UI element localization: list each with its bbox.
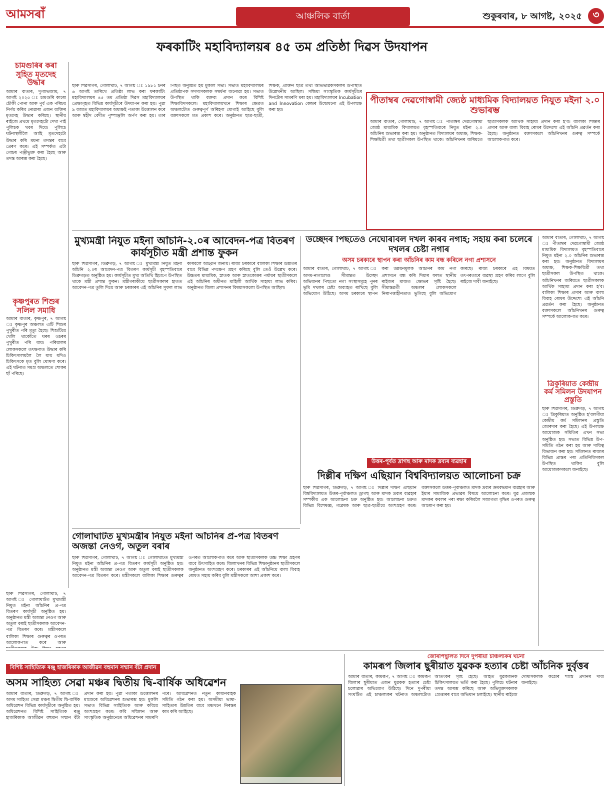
minister-story	[72, 236, 297, 524]
delhi-body: ছাৰু শিৱসাগৰ, ডিব্ৰুগড়, ৭ আগষ্ট ঃ দিল্লীৰ দক্ষিণ এছিয়ান বিশ্ববিদ্যালয়ত উত্তৰ-পূৰ্বাঞ্চলত ড্ৰাগছ আৰু মাদক দ্ৰব্যৰ ব্যৱহাৰ সম্পৰ্কীয় এক আলোচনা চক্ৰ অনুষ্ঠিত হয়। আলোচনা চক্ৰত বিভিন্ন বিশেষজ্ঞ, গৱেষক আৰু ছাত্ৰ-ছাত্ৰীয়ে অংশগ্ৰহণ কৰে। বক্তাসকলে উত্তৰ-পূৰ্বাঞ্চলত মাদক দ্ৰব্যৰ ক্ৰমবৰ্দ্ধমান ব্যৱহাৰ আৰু ইয়াৰ সামাজিক প্ৰভাৱৰ বিষয়ে আলোচনা কৰে। যুৱ প্ৰজন্মক মাদকৰ কবলৰ পৰা ৰক্ষা কৰিবলৈ সজাগতা বৃদ্ধিৰ ওপৰত গুৰুত্ব আৰোপ কৰা হয়।	[303, 485, 535, 509]
trikuria-headline: ত্ৰিকুৰিয়াত কেন্দ্ৰীয় কৰ্ম সমিলন উদযাপন প্ৰস্তুতি	[544, 380, 602, 405]
golaghat-body: ছাৰু শিৱসাগৰ, গোলাঘাট, ৭ আগষ্ট ঃ গোলাঘাটত মুখ্যমন্ত্ৰী নিযুত মইনা আঁচনিৰ প্ৰ-পত্ৰ বিতৰণ কাৰ্যসূচী অনুষ্ঠিত হয়। অনুষ্ঠানত মন্ত্ৰী অজন্তা নেওগ আৰু অতুল বৰাই ছাত্ৰীসকলক আবেদন-পত্ৰ বিতৰণ কৰে। মন্ত্ৰীসকলে বালিকা শিক্ষাৰ গুৰুত্বৰ ওপৰত আলোকপাত কৰে আৰু ছাত্ৰীসকলক উচ্চ শিক্ষা গ্ৰহণৰ বাবে উৎসাহিত কৰে। জিলাখনৰ বিভিন্ন শিক্ষানুষ্ঠানৰ ছাত্ৰীসকলে অনুষ্ঠানত অংশগ্ৰহণ কৰে। চৰকাৰৰ এই আঁচনিয়ে বাল্য বিবাহ ৰোধত সহায় কৰিব বুলি মন্ত্ৰীসকলে আশা প্ৰকাশ কৰে।	[72, 555, 300, 579]
right-strip-text: আমাৰ বাতৰি, গোলাঘাট, ৭ আগষ্ট ঃ পীতাম্বৰ দেৱগোস্বামী জ্যেষ্ঠ মাধ্যমিক বিদ্যালয়ত বৃহস্পতিবাৰে নিযুত মইনা ২.০ আঁচনিৰ শুভাৰম্ভ কৰা হয়। অনুষ্ঠানত বিদ্যালয়ৰ অধ্যক্ষ, শিক্ষক-শিক্ষয়িত্ৰী তথা ছাত্ৰীসকল উপস্থিত থাকে। আঁচনিখনৰ জৰিয়তে ছাত্ৰীসকলক আৰ্থিক সাহায্য প্ৰদান কৰা হ'ব। বালিকা শিক্ষাৰ প্ৰসাৰ আৰু বাল্য বিবাহ ৰোধৰ উদ্দেশ্যে এই আঁচনি প্ৰৱৰ্তন কৰা হৈছে। অনুষ্ঠানত বক্তাসকলে আঁচনিখনৰ গুৰুত্ব সম্পৰ্কে আলোকপাত কৰে।	[542, 236, 604, 321]
publication-date: শুকুৰবাৰ, ৮ আগষ্ট, ২০২৫	[482, 11, 582, 22]
delhi-story	[303, 448, 535, 648]
crime-kicker: জোৰপিছুলিত দিনে দুপৰীয়া চাঞ্চল্যকৰ ঘটনা	[427, 654, 525, 660]
trikuria-body: ছাৰু শিৱসাগৰ, ডিব্ৰুগড়, ৭ আগষ্ট ঃ ত্ৰিকুৰিয়াত অনুষ্ঠিত হ'বলগীয়া কেন্দ্ৰীয় কৰ্ম সমিলনৰ প্ৰস্তুতি জোৰদাৰ কৰা হৈছে। এই উপলক্ষে আয়োজক সমিতিৰ এখন সভা অনুষ্ঠিত হয়। সভাত বিভিন্ন উপ-সমিতি গঠন কৰা হয় আৰু দায়িত্ব বিভাজন কৰা হয়। সমিলনত ৰাজ্যৰ বিভিন্ন প্ৰান্তৰ পৰা প্ৰতিনিধিসকল উপস্থিত থাকিব বুলি আয়োজকসকলে জনাইছে।	[542, 407, 604, 473]
delhi-headline: দিল্লীৰ দক্ষিণ এছিয়ান বিশ্ববিদ্যালয়ত আলোচনা চক্ৰ	[317, 471, 521, 482]
masthead	[6, 6, 604, 28]
eviction-story	[303, 236, 535, 446]
newspaper-logo: আমসৰাঁ	[6, 7, 45, 21]
literature-body: আমাৰ বাতৰি, ডিব্ৰুগড়, ৭ আগষ্ট ঃ অসম সাহিত্য সেৱা মঞ্চৰ দ্বিতীয় দ্বি-বাৰ্ষিক অধিৱেশন বিভিন্ন কাৰ্যসূচীৰে অনুষ্ঠিত হয়। অধিৱেশনত বিশিষ্ট সাহিত্যিক ৰঞ্জু হাজৰিকাক আজীৱন বহুমান সম্মান বঁটা প্ৰদান কৰা হয়। পুৱা পতাকা উত্তোলনৰ মাজেৰে অধিৱেশনৰ শুভাৰম্ভ হয়। মুকলি সভাত বিভিন্ন সাহিত্যিক আৰু কবিয়ে অংশগ্ৰহণ কৰে। কবি সন্মিলন আৰু সাংস্কৃতিক অনুষ্ঠানেৰে অধিৱেশনৰ সামৰণি পৰে। অধিৱেশনত নতুন কাৰ্যনিৰ্বাহক সমিতি গঠন কৰা হয়। অসমীয়া ভাষা-সাহিত্যৰ উন্নতিৰ বাবে মঞ্চখনে নিৰন্তৰ কাম কৰি আহিছে।	[6, 692, 236, 722]
page-number: ৩	[588, 8, 604, 24]
right-top-story	[366, 92, 604, 230]
lead-body: ছাৰু শিৱসাগৰ, গোলাঘাট, ৭ আগষ্ট ঃ ১৯৮১ চনৰ ৬ আগষ্ট তাৰিখে প্ৰতিষ্ঠা লাভ কৰা ফৰকাটিং মহাবিদ্যালয়ৰ ৪৫ তম প্ৰতিষ্ঠা দিৱস মহাবিদ্যালয়ৰ প্ৰেক্ষাগৃহত বিভিন্ন কাৰ্যসূচীৰে উদযাপন কৰা হয়। পুৱা ৯ বজাত মহাবিদ্যালয়ৰ অধ্যক্ষই পতাকা উত্তোলন কৰে আৰু শ্বহীদ বেদীত পুষ্পাঞ্জলি অৰ্পণ কৰা হয়। তাৰ পিছত অনুষ্ঠিত হয় মুকলি সভা। সভাত মহাবিদ্যালয়ৰ প্ৰতিষ্ঠাপক সদস্যসকলক সম্বৰ্ধনা জনোৱা হয়। সভাত উপস্থিত থাকি বক্তব্য প্ৰদান কৰে বিশিষ্ট শিক্ষাবিদসকলে। মহাবিদ্যালয়খনে শিক্ষাৰ ক্ষেত্ৰত অঞ্চলটোত গুৰুত্বপূৰ্ণ অৰিহণা যোগাই আহিছে বুলি বক্তাসকলে মত প্ৰকাশ কৰে। অনুষ্ঠানত ছাত্ৰ-ছাত্ৰী, শিক্ষক, প্ৰাক্তন ছাত্ৰ তথা অভিভাৱকসকলৰ উপস্থিতি উল্লেখনীয় আছিল। সন্ধিয়া সাংস্কৃতিক কাৰ্যসূচীৰে দিনটোৰ সামৰণি মৰা হয়। মহাবিদ্যালয়ৰ Incubation and Innovation কেন্দ্ৰৰ উদ্বোধনো এই উপলক্ষে কৰা হয়।	[72, 84, 362, 120]
minister-headline: মুখ্যমন্ত্ৰী নিযুত মইনা আঁচনি-২.০ৰ আবেদন-পত্ৰ বিতৰণ কাৰ্যসূচীত মন্ত্ৰী প্ৰশান্ত ফুকন	[74, 236, 295, 259]
section-label: আঞ্চলিক বাৰ্তা	[236, 7, 410, 26]
eviction-body: আমাৰ বাতৰি, গোলাঘাট, ৭ আগষ্ট ঃ অসম-নাগালেণ্ড সীমান্তত উচ্ছেদ অভিযানৰ পিছতো নগা সংস্থাসমূহে পুনৰ ভূমি দখলৰ চেষ্টা অব্যাহত ৰাখিছে বুলি অভিযোগ উঠিছে। অসম চৰকাৰে স্থাপন কৰা উন্নয়নমূলক আঁচনিৰ কাম নগা প্ৰশাসনে বন্ধ কৰি দিয়াৰ ফলত স্থানীয় ৰাইজৰ মাজত ক্ষোভৰ সৃষ্টি হৈছে। সীমান্তৱৰ্তী অঞ্চলৰ লোকসকলে নিৰাপত্তাহীনতাত ভুগিছে বুলি অভিযোগ কৰিছে। ৰাজ্য চৰকাৰে এই বিষয়ত তৎপৰতাৰে ব্যৱস্থা গ্ৰহণ কৰিব লাগে বুলি ৰাইজে দাবী জনাইছে।	[303, 267, 535, 297]
lead-headline: ফৰকাটিং মহাবিদ্যালয়ৰ ৪৫ তম প্ৰতিষ্ঠা দিৱস উদযাপন	[156, 39, 428, 54]
literature-event-photo	[240, 684, 342, 784]
crime-body: আমাৰ বাতৰি, কামৰূপ, ৭ আগষ্ট ঃ কামৰূপ জিলাৰ ছুৰীয়াত এজন যুৱকক হত্যাৰ চেষ্টা চলোৱাৰ অভিযোগ উঠিছে। দিনে দুপৰীয়া সংঘটিত এই চাঞ্চল্যকৰ ঘটনাত অঞ্চলটোত আতংকৰ সৃষ্টি হৈছে। আহত যুৱকজনক চিকিৎসালয়ত ভৰ্তি কৰা হৈছে। পুলিচে ঘটনাৰ তদন্ত আৰম্ভ কৰিছে আৰু অভিযুক্তসকলক গ্ৰেপ্তাৰৰ বাবে অভিযান চলাইছে। স্থানীয় ৰাইজে দোষীসকলক কঠোৰ শাস্তি প্ৰদানৰ দাবী জনাইছে।	[348, 675, 604, 699]
left-story2-headline: কৃষ্ণপুৰত শিশুৰ সলিল সমাধি	[12, 296, 60, 315]
left-column	[6, 62, 66, 588]
left-story1-body: আমাৰ বাতৰি, দুৰ্গাভিজাম, ৭ আগষ্ট ২০২৫ ঃ চামগুৰি কাৰো চৌকী পোনা আৰু পুৰ্ব এক পৰিচয় নিৰ্ণয় কৰিব নোৱাৰা এজন ব্যক্তিৰ মৃতদেহ উদ্ধাৰ কৰিছে। স্থানীয় ৰাইজে প্ৰথমে মৃতদেহটো দেখা পাই পুলিচক খবৰ দিয়ে। পুলিচে ঘটনাস্থলীলৈ আহি মৃতদেহটো উদ্ধাৰ কৰি ময়না তদন্তৰ বাবে প্ৰেৰণ কৰে। এই সম্পৰ্কত এটা গোচৰ পঞ্জীভুক্ত কৰা হৈছে আৰু তদন্ত আৰম্ভ কৰা হৈছে।	[6, 89, 66, 162]
right-top-headline: পীতাম্বৰ দেৱগোস্বামী জ্যেষ্ঠ মাধ্যমিক বিদ্যালয়ত নিযুত মইনা ২.০ শুভাৰম্ভ	[370, 96, 600, 117]
left-story1-headline: চামগুৰিৰ কৰা সুহিত মৃতদেহ উদ্ধাৰ	[15, 62, 57, 88]
delhi-kicker: উত্তৰ-পূৰ্বত দ্ৰাগছ আৰু মাদক দ্ৰব্যৰ ব্যৱহাৰ	[367, 458, 470, 468]
literature-headline: অসম সাহিত্য সেৱা মঞ্চৰ দ্বিতীয় দ্বি-বাৰ্ষিক অধিৱেশন	[6, 677, 227, 689]
minister-body: ছাৰু শিৱসাগৰ, ডিব্ৰুগড়, ৭ আগষ্ট ঃ মুখ্যমন্ত্ৰী নিযুত মইনা আঁচনি ২.০ৰ আবেদন-পত্ৰ বিতৰণ কাৰ্যসূচী বৃহস্পতিবাৰে ডিব্ৰুগড়ত অনুষ্ঠিত হয়। কাৰ্যসূচীত মুখ্য অতিথি হিচাপে উপস্থিত থাকে মন্ত্ৰী প্ৰশান্ত ফুকন। মন্ত্ৰীগৰাকীয়ে ছাত্ৰীসকলৰ হাতত আবেদন-পত্ৰ তুলি দিয়ে আৰু চৰকাৰৰ এই আঁচনিৰ সুফল লাভ কৰিবলৈ আহ্বান জনায়। ৰাজ্য চৰকাৰে বালিকা শিক্ষাৰ উন্নতিৰ বাবে বিভিন্ন পদক্ষেপ গ্ৰহণ কৰিছে বুলি তেওঁ উল্লেখ কৰে। উচ্চতৰ মাধ্যমিক, স্নাতক আৰু স্নাতকোত্তৰ পৰ্যায়ৰ ছাত্ৰীসকলে এই আঁচনিৰ অধীনত মাহিলী আৰ্থিক সাহায্য লাভ কৰিব। অনুষ্ঠানত জিলা প্ৰশাসনৰ বিষয়াসকলো উপস্থিত আছিল।	[72, 262, 297, 292]
eviction-kicker: অসম চৰকাৰে স্থাপন কৰা আঁচনিৰ কাম বন্ধ কৰিলে নগা প্ৰশাসনে	[342, 256, 496, 264]
golaghat-body-left: ছাৰু শিৱসাগৰ, গোলাঘাট, ৭ আগষ্ট ঃ গোলাঘাটত মুখ্যমন্ত্ৰী নিযুত মইনা আঁচনিৰ প্ৰ-পত্ৰ বিতৰণ কাৰ্যসূচী অনুষ্ঠিত হয়। অনুষ্ঠানত মন্ত্ৰী অজন্তা নেওগ আৰু অতুল বৰাই ছাত্ৰীসকলক আবেদন-পত্ৰ বিতৰণ কৰে। মন্ত্ৰীসকলে বালিকা শিক্ষাৰ গুৰুত্বৰ ওপৰত আলোকপাত কৰে আৰু	[6, 592, 66, 646]
right-top-body: আমাৰ বাতৰি, গোলাঘাট, ৭ আগষ্ট ঃ পীতাম্বৰ দেৱগোস্বামী জ্যেষ্ঠ মাধ্যমিক বিদ্যালয়ত বৃহস্পতিবাৰে নিযুত মইনা ২.০ আঁচনিৰ শুভাৰম্ভ কৰা হয়। অনুষ্ঠানত বিদ্যালয়ৰ অধ্যক্ষ, শিক্ষক-শিক্ষয়িত্ৰী তথা ছাত্ৰীসকল উপস্থিত থাকে। আঁচনিখনৰ জৰিয়তে ছাত্ৰীসকলক আৰ্থিক সাহায্য প্ৰদান কৰা হ'ব। বালিকা শিক্ষাৰ প্ৰসাৰ আৰু বাল্য বিবাহ ৰোধৰ উদ্দেশ্যে এই আঁচনি প্ৰৱৰ্তন কৰা হৈছে। অনুষ্ঠানত বক্তাসকলে আঁচনিখনৰ গুৰুত্ব সম্পৰ্কে আলোকপাত কৰে।	[370, 119, 600, 143]
eviction-headline: উচ্ছেদৰ পিছতেও নেঘেৰিবিল দখল কৰিব নগাই; সহায় কৰা চলেৰে দখলৰ চেষ্টা নগাৰ	[305, 236, 533, 255]
literature-kicker: বিশিষ্ট সাহিত্যিক ৰঞ্জু হাজৰিকাক আজীৱন বহুমান সম্মান বঁটা প্ৰদান	[6, 664, 160, 674]
golaghat-headline: গোলাঘাটত মুখ্যমন্ত্ৰীৰ নিযুত মইনা আঁচনিৰ প্ৰ-পত্ৰ বিতৰণ অজন্তা নেওগ, অতুল বৰাৰ	[72, 532, 279, 553]
crime-story	[348, 654, 604, 786]
left-story2-body: আমাৰ বাতৰি, কৃষ্ণপুৰ, ৭ আগষ্ট ঃ কৃষ্ণপুৰ অঞ্চলত এটি শিশুৰ পুখুৰীত পৰি মৃত্যু হৈছে। শিশুটিয়ে খেলি থাকোঁতে ঘৰৰ ওচৰৰ পুখুৰীত পৰি যায়। পৰিয়ালৰ লোকসকলে তৎক্ষণাত উদ্ধাৰ কৰি চিকিৎসালয়লৈ লৈ যায় যদিও চিকিৎসকে মৃত বুলি ঘোষণা কৰে। এই ঘটনাত সমগ্ৰ অঞ্চলতে শোকৰ ছাঁ পৰিছে।	[6, 317, 66, 377]
trikuria-story	[542, 380, 604, 650]
crime-headline: কামৰূপ জিলাৰ ছুৰীয়াত যুৱকক হত্যাৰ চেষ্টা আঁচনিক দুৰ্বৃত্তৰ	[363, 661, 589, 673]
golaghat-story	[72, 532, 300, 646]
